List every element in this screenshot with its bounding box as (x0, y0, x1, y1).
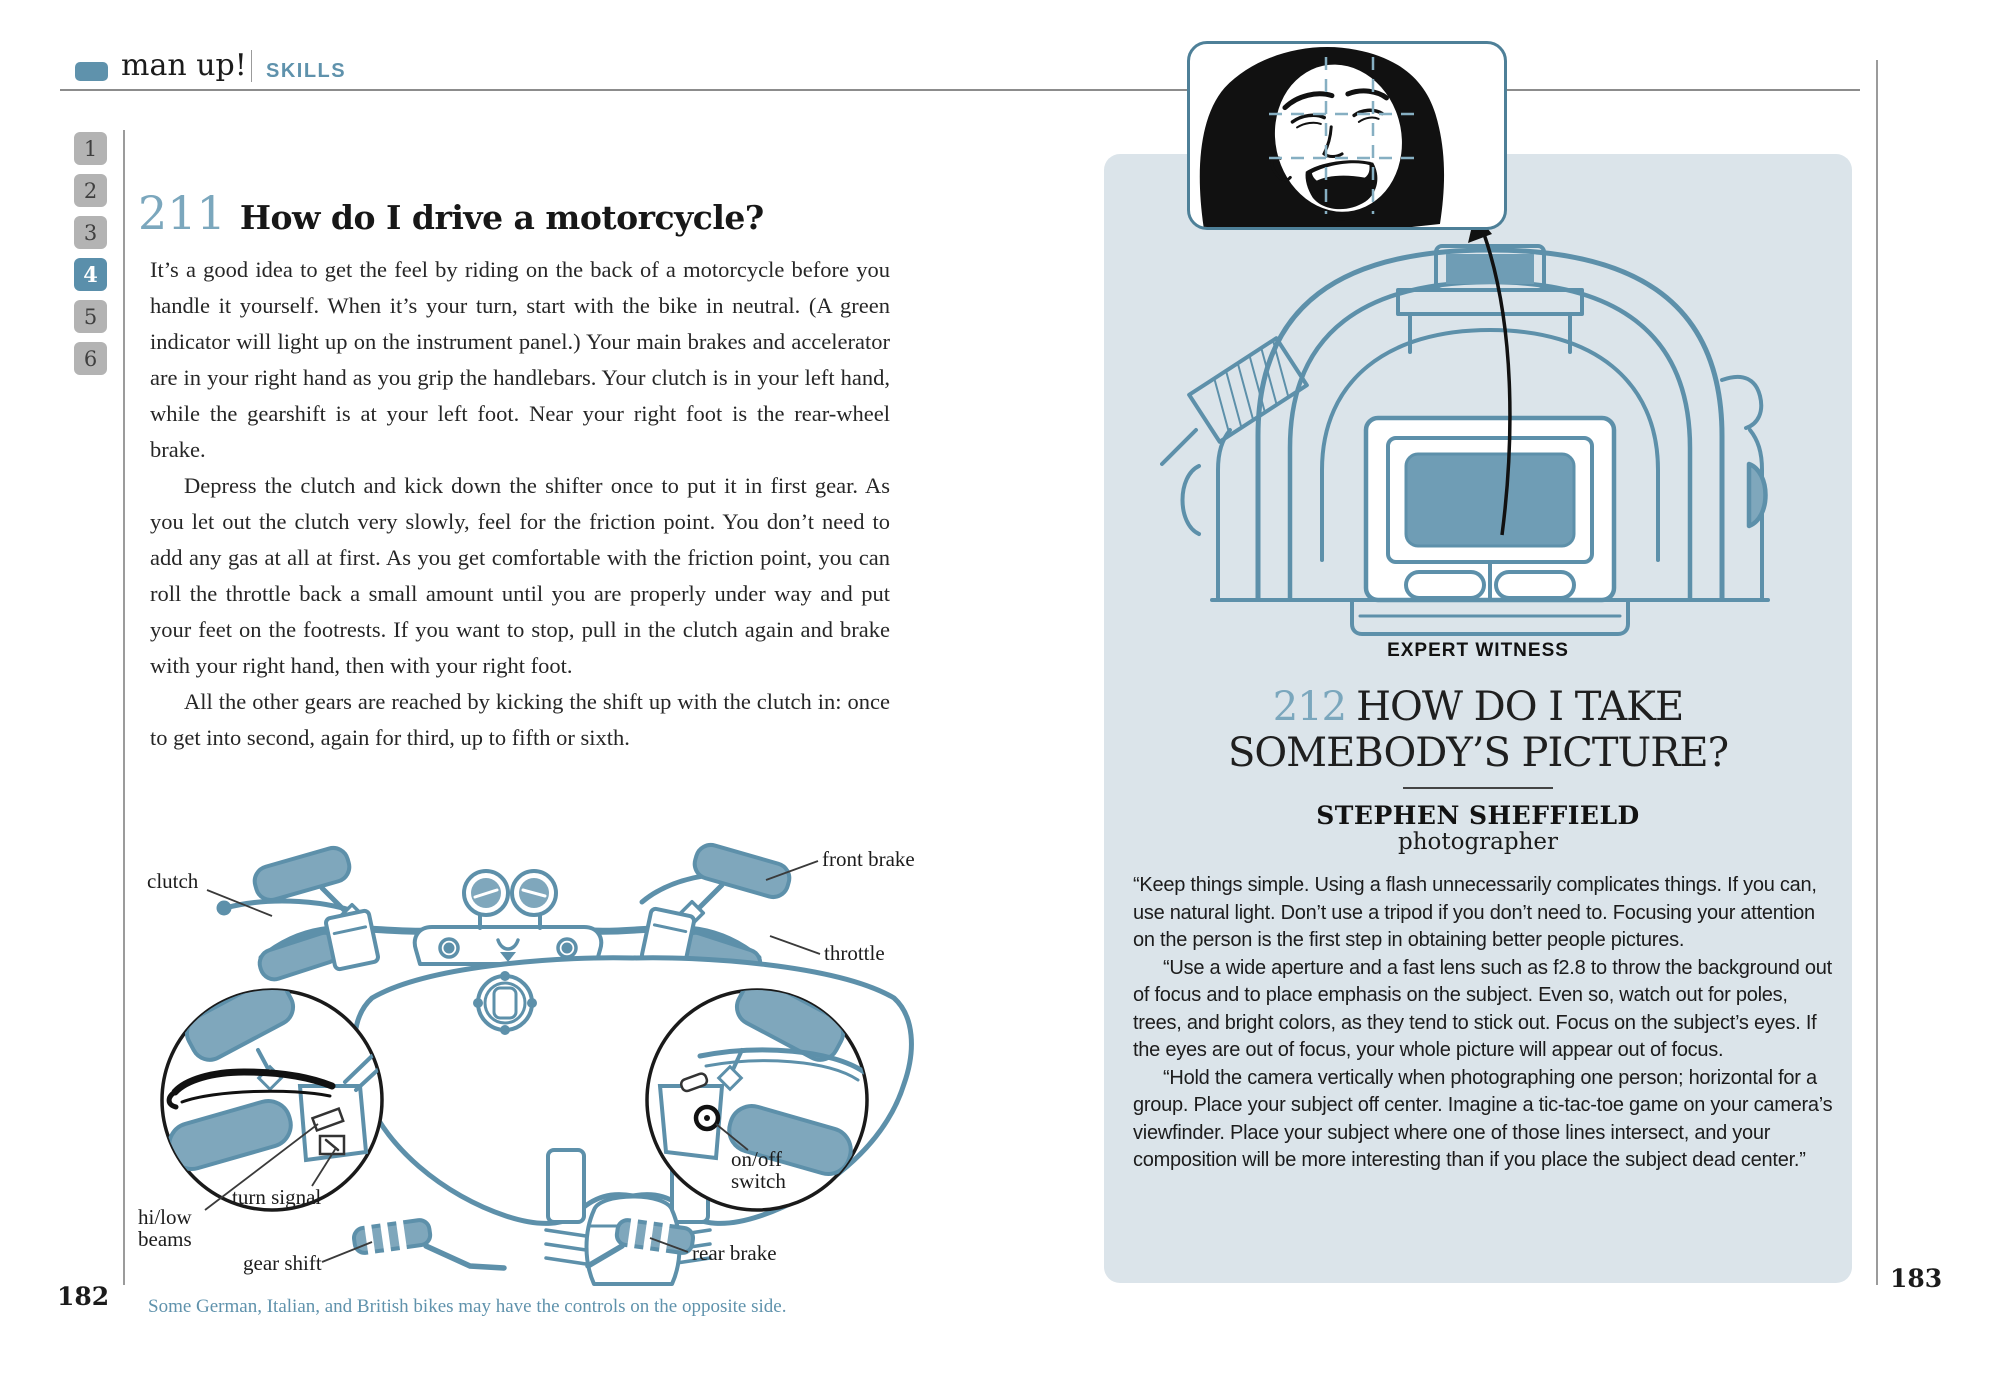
paragraph: It’s a good idea to get the feel by riding on the back of a motorcycle before you handle it yourself. When it’s your turn, start with the bike in neutral. (A green indicator will light up on the instrument panel.) Your main brakes and accelerator are in your right hand as you grip the handlebars. Your clutch is in your left hand, while the gearshift is at your left foot. Near your right foot is the rear-wheel brake. (150, 257, 890, 462)
chapter-tab-6: 6 (74, 342, 107, 375)
label-hi-low-beams: hi/low beams (138, 1205, 192, 1251)
expert-role: photographer (1397, 829, 1559, 855)
expert-name: STEPHEN SHEFFIELD (1316, 801, 1640, 830)
header-divider (251, 50, 252, 82)
section-label: SKILLS (266, 60, 347, 82)
chapter-tab-5: 5 (74, 300, 107, 333)
page-number-left: 182 (57, 1282, 110, 1311)
motorcycle-handlebar-illustration (100, 840, 960, 1310)
paragraph: All the other gears are reached by kicking the shift up with the clutch in: once to get into second, again for third, up to fifth or sixth. (150, 689, 890, 750)
article-211-number: 211 (138, 186, 226, 240)
quote-paragraph: “Keep things simple. Using a flash unnecessarily complicates things. If you can, use natural light. Don’t use a tripod if you don’t need to. Focusing your attention on the person is the first step in obtaining better people pictures. (1133, 874, 1817, 951)
chapter-tab-1: 1 (74, 132, 107, 165)
article-212-title-line1: HOW DO I TAKE (1356, 684, 1684, 730)
right-page-rule (1876, 60, 1878, 1285)
quote-paragraph: “Use a wide aperture and a fast lens such as f2.8 to throw the background out of focus and to place emphasis on the subject. Even so, watch out for poles, trees, and bright colors, as they tend to stick out. Focus on the subject’s eyes. If the eyes are out of focus, your whole picture will appear out of focus. (1133, 956, 1832, 1061)
label-rear-brake: rear brake (692, 1241, 777, 1265)
viewfinder-photo (1187, 41, 1507, 230)
expert-witness-kicker: EXPERT WITNESS (1387, 640, 1569, 661)
label-front-brake: front brake (822, 847, 915, 871)
article-211-heading (138, 186, 764, 240)
panel-rule (1403, 787, 1553, 789)
quote-paragraph: “Hold the camera vertically when photographing one person; horizontal for a group. Place your subject off center. Imagine a tic-tac-toe game on your camera’s viewfinder. Place your subject where one of those lines intersect, and your composition will be more interesting than if you place the subject dead center.” (1133, 1066, 1833, 1171)
header-rule (60, 89, 1860, 91)
article-212-title-line2: SOMEBODY’S PICTURE? (1227, 730, 1729, 776)
label-turn-signal: turn signal (232, 1185, 322, 1209)
article-211-title: How do I drive a motorcycle? (239, 198, 764, 237)
man-up-logo-icon (75, 62, 108, 81)
label-clutch: clutch (147, 869, 199, 893)
arrow-annotation (1420, 200, 1530, 540)
book-title: man up! (121, 48, 247, 83)
chapter-tab-3: 3 (74, 216, 107, 249)
viewfinder-face-illustration (1190, 44, 1504, 227)
paragraph: Depress the clutch and kick down the shifter once to put it in first gear. As you let out the clutch very slowly, feel for the friction point. You don’t need to add any gas at all at first. As you get comfortable with the friction point, you can roll the throttle back a small amount until you are properly under way and put your feet on the footrests. If you want to stop, pull in the clutch again and brake with your right hand, then with your right foot. (150, 473, 890, 678)
chapter-tab-2: 2 (74, 174, 107, 207)
diagram-footnote: Some German, Italian, and British bikes may have the controls on the opposite side. (148, 1296, 787, 1317)
label-on-off-switch: on/off switch (731, 1147, 786, 1193)
article-211-body (150, 252, 890, 756)
page-number-right: 183 (1890, 1264, 1943, 1293)
label-throttle: throttle (824, 941, 885, 965)
label-gear-shift: gear shift (243, 1251, 322, 1275)
article-212-number: 212 (1272, 684, 1347, 730)
expert-quote (1133, 872, 1833, 1175)
article-212-heading (1104, 684, 1852, 776)
chapter-tab-4-active: 4 (74, 258, 107, 291)
